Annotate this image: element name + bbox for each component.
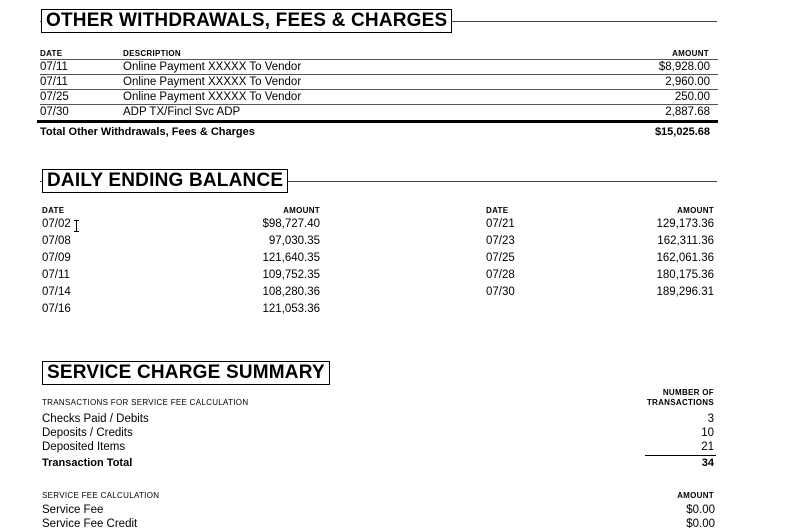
transaction-label: Deposited Items: [42, 441, 126, 453]
balance-amount: 121,053.36: [262, 303, 320, 315]
withdrawals-title: OTHER WITHDRAWALS, FEES & CHARGES: [41, 9, 452, 33]
balance-date: 07/23: [486, 235, 515, 247]
transaction-total-count: 34: [701, 457, 714, 469]
row-description: Online Payment XXXXX To Vendor: [123, 61, 302, 73]
balance-amount: 108,280.36: [262, 286, 320, 298]
balance-amount: 129,173.36: [656, 218, 714, 230]
balance-date: 07/25: [486, 252, 515, 264]
row-amount: 2,887.68: [665, 106, 710, 118]
withdrawals-total-amount: $15,025.68: [654, 126, 710, 138]
service-charge-title: SERVICE CHARGE SUMMARY: [42, 361, 330, 385]
daily-balance-amount-header-right: AMOUNT: [677, 206, 714, 215]
balance-amount: 162,311.36: [657, 235, 714, 247]
fee-amount: $0.00: [686, 518, 715, 530]
service-fee-header: SERVICE FEE CALCULATION: [42, 491, 160, 500]
transaction-count: 10: [701, 427, 714, 439]
balance-amount: 180,175.36: [656, 269, 714, 281]
row-amount: 250.00: [674, 91, 710, 103]
row-date: 07/11: [40, 61, 68, 73]
balance-date: 07/14: [42, 286, 71, 298]
balance-amount: 97,030.35: [268, 235, 320, 247]
service-fee-amount-header: AMOUNT: [677, 491, 714, 500]
withdrawals-description-header: DESCRIPTION: [123, 49, 181, 58]
balance-amount: 162,061.36: [656, 252, 714, 264]
balance-date: 07/08: [42, 235, 71, 247]
balance-amount: 109,752.35: [262, 269, 320, 281]
transactions-header: TRANSACTIONS FOR SERVICE FEE CALCULATION: [42, 398, 249, 407]
withdrawals-total-rule: [37, 120, 718, 123]
transaction-label: Deposits / Credits: [42, 427, 133, 439]
daily-balance-title: DAILY ENDING BALANCE: [42, 169, 288, 193]
withdrawals-amount-header: AMOUNT: [672, 49, 709, 58]
transaction-total-label: Transaction Total: [42, 457, 133, 469]
balance-amount: 189,296.31: [656, 286, 714, 298]
count-header-line2: TRANSACTIONS: [646, 398, 714, 407]
balance-amount: $98,727.40: [262, 218, 320, 230]
daily-balance-amount-header-left: AMOUNT: [283, 206, 320, 215]
withdrawals-date-header: DATE: [40, 49, 63, 58]
transaction-count: 21: [701, 441, 714, 453]
fee-amount: $0.00: [686, 504, 715, 516]
balance-date: 07/09: [42, 252, 71, 264]
fee-label: Service Fee: [42, 504, 104, 516]
daily-balance-date-header-right: DATE: [486, 206, 509, 215]
balance-date: 07/11: [42, 269, 70, 281]
fee-label: Service Fee Credit: [42, 518, 138, 530]
row-description: Online Payment XXXXX To Vendor: [123, 91, 302, 103]
row-description: ADP TX/Fincl Svc ADP: [123, 106, 241, 118]
transaction-label: Checks Paid / Debits: [42, 413, 149, 425]
row-description: Online Payment XXXXX To Vendor: [123, 76, 302, 88]
row-date: 07/25: [40, 91, 69, 103]
row-date: 07/30: [40, 106, 69, 118]
balance-date: 07/02: [42, 218, 71, 230]
daily-balance-date-header-left: DATE: [42, 206, 65, 215]
balance-date: 07/28: [486, 269, 515, 281]
balance-date: 07/30: [486, 286, 515, 298]
row-amount: 2,960.00: [665, 76, 710, 88]
count-header-line1: NUMBER OF: [662, 388, 714, 397]
text-cursor-icon: [76, 220, 77, 232]
row-date: 07/11: [40, 76, 68, 88]
balance-date: 07/21: [486, 218, 515, 230]
row-amount: $8,928.00: [658, 61, 710, 73]
withdrawals-total-label: Total Other Withdrawals, Fees & Charges: [40, 126, 255, 138]
transaction-count: 3: [707, 413, 714, 425]
balance-date: 07/16: [42, 303, 71, 315]
balance-amount: 121,640.35: [262, 252, 320, 264]
